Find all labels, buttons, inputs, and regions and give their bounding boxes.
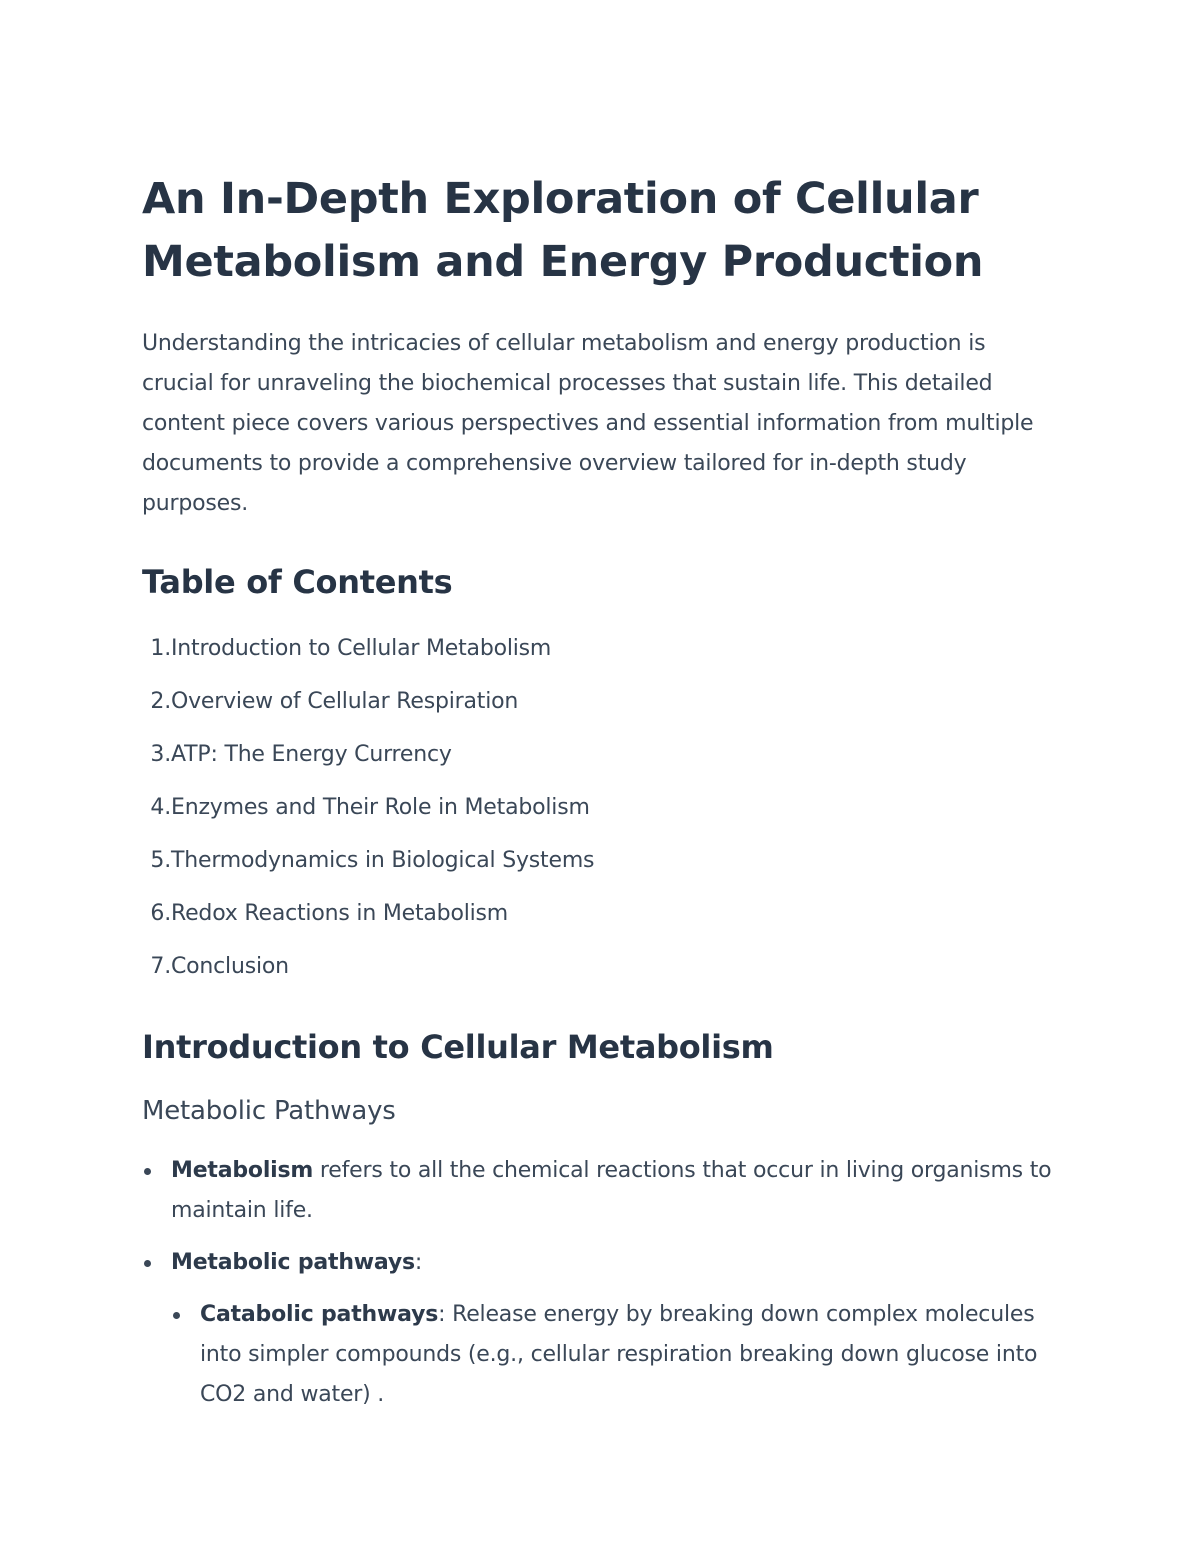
- term: Catabolic pathways: [200, 1302, 439, 1327]
- definition: refers to all the chemical reactions that occur in living organisms to maintain life.: [171, 1158, 1052, 1223]
- toc-item-label: Conclusion: [171, 954, 289, 979]
- subsection-heading: Metabolic Pathways: [142, 1096, 396, 1126]
- list-item: [171, 1295, 1062, 1415]
- toc-item[interactable]: 4. Enzymes and Their Role in Metabolism: [142, 781, 1062, 834]
- toc-heading: Table of Contents: [142, 563, 453, 601]
- bullet-icon: [144, 1260, 151, 1267]
- toc-item[interactable]: 3. ATP: The Energy Currency: [142, 728, 1062, 781]
- bullet-list: [142, 1151, 1062, 1415]
- definition: : Release energy by breaking down complex molecules into simpler compounds (e.g., cellular respiration breaking down glucose into CO2 and water) .: [200, 1302, 1038, 1407]
- document-page: [142, 168, 1062, 1427]
- bullet-icon: [173, 1312, 180, 1319]
- bullet-icon: [144, 1168, 151, 1175]
- term: Metabolism: [171, 1158, 314, 1183]
- list-item: [142, 1151, 1062, 1231]
- toc-item[interactable]: 1. Introduction to Cellular Metabolism: [142, 622, 1062, 675]
- toc-item-label: Introduction to Cellular Metabolism: [171, 636, 552, 661]
- section-heading: Introduction to Cellular Metabolism: [142, 1028, 774, 1066]
- sub-bullet-list: [171, 1295, 1062, 1415]
- toc-item[interactable]: 5. Thermodynamics in Biological Systems: [142, 834, 1062, 887]
- toc-item-label: Thermodynamics in Biological Systems: [171, 848, 595, 873]
- list-item: [142, 1243, 1062, 1415]
- intro-paragraph: Understanding the intricacies of cellular metabolism and energy production is crucial for unraveling the biochemical processes that sustain life. This detailed content piece covers various perspectives and essential information from multiple documents to provide a comprehensive overview tailored for in-depth study purposes.: [142, 331, 1034, 516]
- definition: :: [414, 1250, 423, 1275]
- document-title: An In-Depth Exploration of Cellular Metabolism and Energy Production: [142, 174, 984, 287]
- toc-item[interactable]: 6. Redox Reactions in Metabolism: [142, 887, 1062, 940]
- term: Metabolic pathways: [171, 1250, 415, 1275]
- toc-item-label: Overview of Cellular Respiration: [171, 689, 519, 714]
- toc-list: [142, 622, 1062, 993]
- toc-item-label: Redox Reactions in Metabolism: [171, 901, 509, 926]
- toc-item-label: ATP: The Energy Currency: [171, 742, 452, 767]
- toc-item[interactable]: 2. Overview of Cellular Respiration: [142, 675, 1062, 728]
- toc-item-label: Enzymes and Their Role in Metabolism: [171, 795, 590, 820]
- toc-item[interactable]: 7. Conclusion: [142, 940, 1062, 993]
